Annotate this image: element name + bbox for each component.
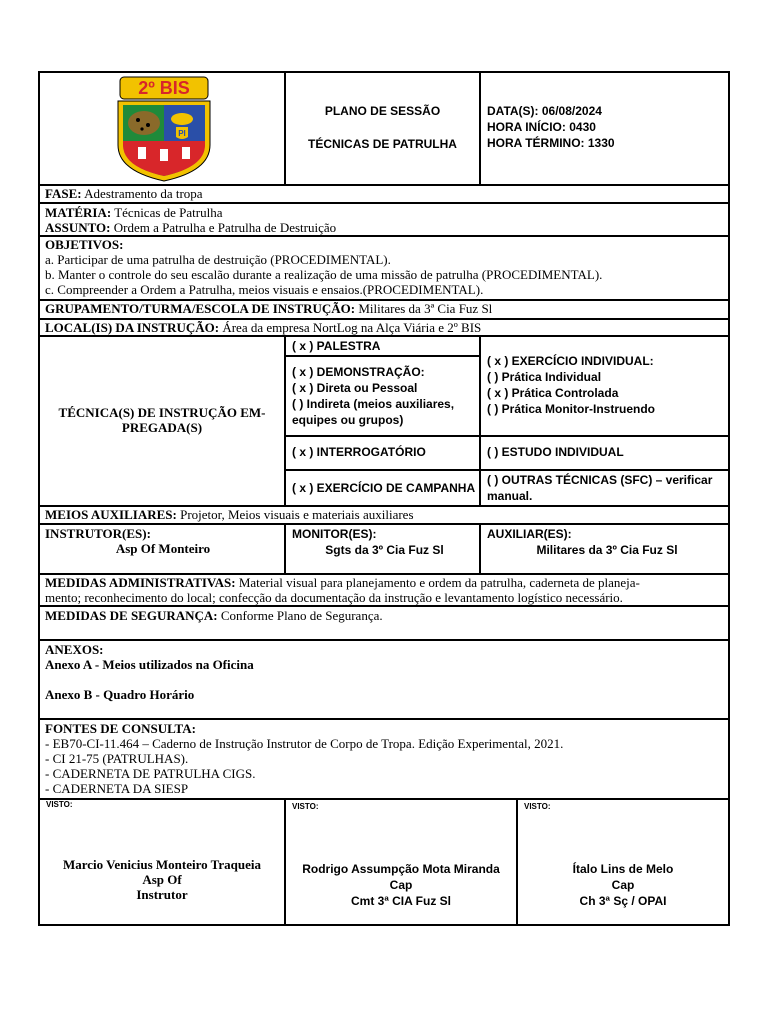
objetivos-section [45, 237, 725, 297]
session-subtitle: TÉCNICAS DE PATRULHA [308, 137, 457, 151]
end-time: HORA TÉRMINO: 1330 [487, 136, 615, 150]
fonte-item: - EB70-CI-11.464 – Caderno de Instrução Instrutor de Corpo de Tropa. Edição Experimental, 2021. [45, 736, 564, 751]
materia-value: Técnicas de Patrulha [114, 205, 223, 220]
visto-role: Instrutor [136, 887, 188, 902]
fonte-item: - CADERNETA DA SIESP [45, 781, 189, 796]
meios-row [45, 507, 725, 522]
outras-tecnicas-option [487, 472, 727, 504]
tecnicas-label-line1: TÉCNICA(S) DE INSTRUÇÃO EM- [58, 405, 266, 420]
auxiliar-cell [487, 526, 727, 558]
demonstracao-indireta-text: ( ) Indireta (meios auxiliares, [292, 397, 455, 411]
estudo-individual-option [487, 444, 727, 460]
visto-role: Ch 3ª Sç / OPAI [579, 894, 667, 908]
medidas-adm-line1: Material visual para planejamento e ordem da patrulha, caderneta de planeja- [238, 575, 640, 590]
instrutor-value: Asp Of Monteiro [115, 541, 211, 556]
interrogatorio-text: ( x ) INTERROGATÓRIO [292, 445, 426, 459]
instrutor-cell [45, 526, 281, 556]
fontes-section [45, 721, 725, 796]
tecnicas-label-line2: PREGADA(S) [121, 420, 203, 435]
pratica-monitor-text: ( ) Prática Monitor-Instruendo [487, 402, 655, 416]
session-dates: DATA(S): 06/08/2024 [487, 104, 602, 118]
monitor-label: MONITOR(ES): [292, 527, 377, 541]
schedule-cell [487, 103, 727, 151]
objetivo-item: b. Manter o controle do seu escalão durante a realização de uma missão de patrulha (PROCEDIMENTAL). [45, 267, 603, 282]
monitor-value: Sgts da 3º Cia Fuz Sl [325, 543, 444, 557]
demonstracao-option [292, 364, 477, 428]
exercicio-campanha-option [292, 480, 477, 496]
objetivo-item: c. Compreender a Ordem a Patrulha, meios visuais e ensaios.(PROCEDIMENTAL). [45, 282, 484, 297]
interrogatorio-option [292, 444, 477, 460]
local-label: LOCAL(IS) DA INSTRUÇÃO: [45, 320, 220, 335]
anexo-a: Anexo A - Meios utilizados na Oficina [45, 657, 254, 672]
pratica-controlada-text: ( x ) Prática Controlada [487, 386, 619, 400]
visto-name: Marcio Venicius Monteiro Traqueia [62, 857, 261, 872]
battalion-crest-logo [114, 75, 214, 183]
exercicio-individual-option [487, 353, 727, 417]
estudo-individual-text: ( ) ESTUDO INDIVIDUAL [487, 445, 624, 459]
fase-value: Adestramento da tropa [84, 186, 203, 201]
logo-shield-text: PI [178, 129, 186, 138]
meios-label: MEIOS AUXILIARES: [45, 507, 177, 522]
fase-label: FASE: [45, 186, 82, 201]
outras-tecnicas-text: ( ) OUTRAS TÉCNICAS (SFC) – verificar [487, 473, 713, 487]
assunto-value: Ordem a Patrulha e Patrulha de Destruição [113, 220, 337, 235]
medidas-adm-line2: mento; reconhecimento do local; confecção da documentação da instrução e levantamento logístico necessário. [45, 590, 623, 605]
medidas-adm-label: MEDIDAS ADMINISTRATIVAS: [45, 575, 236, 590]
palestra-text: ( x ) PALESTRA [292, 339, 381, 353]
grupamento-value: Militares da 3ª Cia Fuz Sl [358, 301, 493, 316]
tecnicas-label-cell [40, 337, 284, 505]
fase-row [45, 186, 725, 201]
outras-tecnicas-cont-text: manual. [487, 489, 533, 503]
demonstracao-direta-text: ( x ) Direta ou Pessoal [292, 381, 418, 395]
logo-text: 2º BIS [138, 78, 190, 98]
visto-comandante [286, 800, 516, 926]
auxiliar-label: AUXILIAR(ES): [487, 527, 572, 541]
pratica-individual-text: ( ) Prática Individual [487, 370, 602, 384]
materia-label: MATÉRIA: [45, 205, 112, 220]
fonte-item: - CI 21-75 (PATRULHAS). [45, 751, 189, 766]
visto-rank: Cap [611, 878, 635, 892]
fonte-item: - CADERNETA DE PATRULHA CIGS. [45, 766, 256, 781]
visto-name: Ítalo Lins de Melo [572, 862, 674, 876]
objetivo-item: a. Participar de uma patrulha de destruição (PROCEDIMENTAL). [45, 252, 391, 267]
medidas-administrativas [45, 575, 727, 605]
grupamento-row [45, 301, 725, 316]
start-time: HORA INÍCIO: 0430 [487, 120, 596, 134]
anexo-b: Anexo B - Quadro Horário [45, 687, 195, 702]
objetivos-label: OBJETIVOS: [45, 237, 124, 252]
session-plan-document [38, 71, 730, 926]
visto-instrutor [40, 800, 284, 926]
grupamento-label: GRUPAMENTO/TURMA/ESCOLA DE INSTRUÇÃO: [45, 301, 356, 316]
meios-value: Projetor, Meios visuais e materiais auxiliares [180, 507, 414, 522]
session-title: PLANO DE SESSÃO [324, 104, 441, 118]
anexos-section [45, 642, 725, 702]
visto-label: VISTO: [46, 800, 73, 809]
local-row [45, 320, 725, 335]
visto-rank: Cap [389, 878, 413, 892]
visto-label: VISTO: [292, 802, 319, 811]
local-value: Área da empresa NortLog na Alça Viária e 2º BIS [222, 320, 482, 335]
palestra-option [292, 338, 477, 354]
medidas-seg-value: Conforme Plano de Segurança. [220, 608, 383, 623]
auxiliar-value: Militares da 3º Cia Fuz Sl [536, 543, 678, 557]
assunto-label: ASSUNTO: [45, 220, 111, 235]
monitor-cell [292, 526, 477, 558]
demonstracao-text: ( x ) DEMONSTRAÇÃO: [292, 365, 425, 379]
medidas-seg-label: MEDIDAS DE SEGURANÇA: [45, 608, 218, 623]
materia-row [45, 205, 725, 235]
logo-cell [40, 73, 284, 184]
visto-rank: Asp Of [142, 872, 182, 887]
exercicio-individual-text: ( x ) EXERCÍCIO INDIVIDUAL: [487, 354, 654, 368]
visto-role: Cmt 3ª CIA Fuz Sl [350, 894, 451, 908]
fontes-label: FONTES DE CONSULTA: [45, 721, 196, 736]
exercicio-campanha-text: ( x ) EXERCÍCIO DE CAMPANHA [292, 481, 476, 495]
visto-label: VISTO: [524, 802, 551, 811]
session-title-cell [286, 73, 479, 184]
anexos-label: ANEXOS: [45, 642, 104, 657]
instrutor-label: INSTRUTOR(ES): [45, 526, 151, 541]
visto-name: Rodrigo Assumpção Mota Miranda [302, 862, 500, 876]
demonstracao-indireta-cont-text: equipes ou grupos) [292, 413, 404, 427]
medidas-seguranca [45, 608, 725, 623]
visto-chefe [518, 800, 728, 926]
